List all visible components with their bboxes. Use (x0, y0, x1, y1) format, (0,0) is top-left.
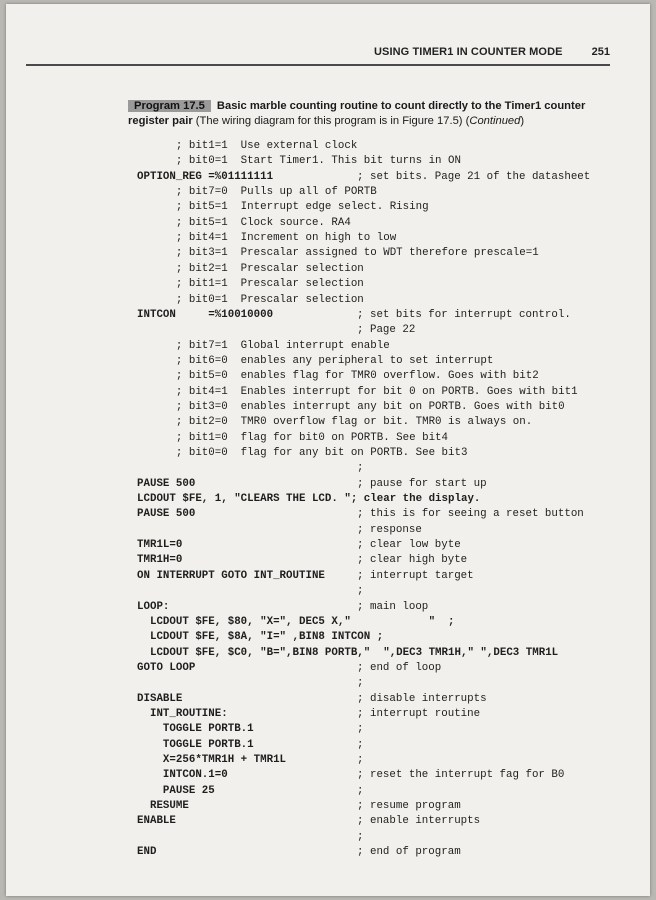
code-comment: ; resume program (357, 800, 461, 813)
code-comment: ; enable interrupts (357, 815, 481, 828)
code-line: GOTO LOOP (137, 661, 196, 674)
code-comment: ; (357, 830, 364, 843)
code-line: PAUSE 500 (137, 477, 196, 490)
running-header (26, 46, 610, 66)
code-comment: ; disable interrupts (357, 692, 487, 705)
code-line: RESUME (137, 800, 189, 813)
code-comment: ; this is for seeing a reset button (357, 508, 584, 521)
code-line: TOGGLE PORTB.1 (137, 723, 254, 736)
code-line: ; bit3=1 Prescalar assigned to WDT therefore prescale=1 (137, 247, 539, 260)
code-line: INTCON.1=0 (137, 769, 228, 782)
caption-note (196, 115, 524, 127)
code-line: LCDOUT $FE, $80, "X=", DEC5 X," " ; (137, 615, 455, 628)
code-line: TMR1L=0 (137, 539, 183, 552)
code-comment: ; interrupt routine (357, 707, 481, 720)
code-line: ; bit0=0 flag for any bit on PORTB. See bit3 (137, 447, 468, 459)
code-comment: ; (357, 784, 364, 797)
code-line: ; bit4=1 Enables interrupt for bit 0 on PORTB. Goes with bit1 (137, 385, 578, 398)
code-line: OPTION_REG =%01111111 (137, 170, 274, 183)
code-comment: ; (357, 754, 364, 766)
code-line: ; bit5=1 Clock source. RA4 (137, 216, 351, 229)
code-line: TOGGLE PORTB.1 (137, 738, 254, 751)
book-page (6, 4, 650, 896)
code-line: PAUSE 500 (137, 508, 196, 521)
code-comment: ; Page 22 (357, 324, 416, 337)
code-comment: ; (357, 462, 364, 475)
code-comment: ; reset the interrupt fag for B0 (357, 769, 565, 782)
code-comment: ; main loop (357, 600, 429, 613)
caption-text: Basic marble counting routine to count directly to the Timer1 counter register pair (128, 100, 586, 127)
code-comment: ; (357, 738, 364, 751)
code-line: LCDOUT $FE, 1, "CLEARS THE LCD. "; clear the display. (137, 493, 481, 506)
code-line: LCDOUT $FE, $C0, "B=",BIN8 PORTB," ",DEC3 TMR1H," ",DEC3 TMR1L (137, 646, 559, 659)
page-number: 251 (591, 46, 610, 58)
code-line: ; bit3=0 enables interrupt any bit on PORTB. Goes with bit0 (137, 400, 565, 413)
code-line: INT_ROUTINE: (137, 707, 228, 720)
code-line: ON INTERRUPT GOTO INT_ROUTINE (137, 569, 325, 582)
code-line: INTCON =%10010000 (137, 308, 274, 321)
code-line: ; bit2=1 Prescalar selection (137, 262, 364, 275)
code-comment: ; interrupt target (357, 569, 474, 582)
code-comment: ; pause for start up (357, 477, 487, 490)
code-comment: ; clear high byte (357, 554, 468, 567)
code-line: ; bit6=0 enables any peripheral to set interrupt (137, 354, 494, 367)
code-line: PAUSE 25 (137, 784, 215, 797)
code-comment: ; (357, 723, 364, 736)
caption-note-suffix: ) (520, 115, 525, 127)
running-title: USING TIMER1 IN COUNTER MODE (373, 46, 563, 58)
code-line: ENABLE (137, 815, 176, 828)
code-line: ; bit5=1 Interrupt edge select. Rising (137, 201, 429, 214)
program-caption (128, 99, 618, 129)
code-comment: ; set bits for interrupt control. (357, 308, 571, 321)
code-line: ; bit5=0 enables flag for TMR0 overflow. Goes with bit2 (137, 370, 539, 383)
caption-note-continued: Continued (469, 115, 521, 127)
code-line: ; bit2=0 TMR0 overflow flag or bit. TMR0 is always on. (137, 416, 533, 429)
code-line: ; bit0=1 Start Timer1. This bit turns in ON (137, 155, 461, 168)
code-comment: ; end of loop (357, 661, 442, 674)
code-line: LOOP: (137, 600, 170, 613)
code-line: END (137, 846, 157, 859)
code-line: ; bit1=1 Prescalar selection (137, 278, 364, 291)
code-line: ; bit7=0 Pulls up all of PORTB (137, 186, 377, 199)
code-comment: ; (357, 677, 364, 690)
code-line: X=256*TMR1H + TMR1L (137, 754, 287, 766)
code-line: ; bit0=1 Prescalar selection (137, 293, 364, 306)
code-line: ; bit1=0 flag for bit0 on PORTB. See bit4 (137, 431, 449, 444)
code-line: ; bit4=1 Increment on high to low (137, 232, 397, 245)
code-comment: ; (357, 585, 364, 598)
code-line: ; bit7=1 Global interrupt enable (137, 339, 390, 352)
code-line: ; bit1=1 Use external clock (137, 140, 358, 152)
program-label: Program 17.5 (128, 100, 211, 112)
code-line: TMR1H=0 (137, 554, 183, 567)
code-comment: ; set bits. Page 21 of the datasheet (357, 170, 591, 183)
code-line: LCDOUT $FE, $8A, "I=" ,BIN8 INTCON ; (137, 631, 384, 644)
code-comment: ; clear low byte (357, 539, 461, 552)
caption-note-prefix: (The wiring diagram for this program is in Figure 17.5) ( (195, 115, 470, 127)
code-comment: ; response (357, 523, 422, 536)
code-comment: ; end of program (357, 846, 461, 859)
code-line: DISABLE (137, 692, 183, 705)
